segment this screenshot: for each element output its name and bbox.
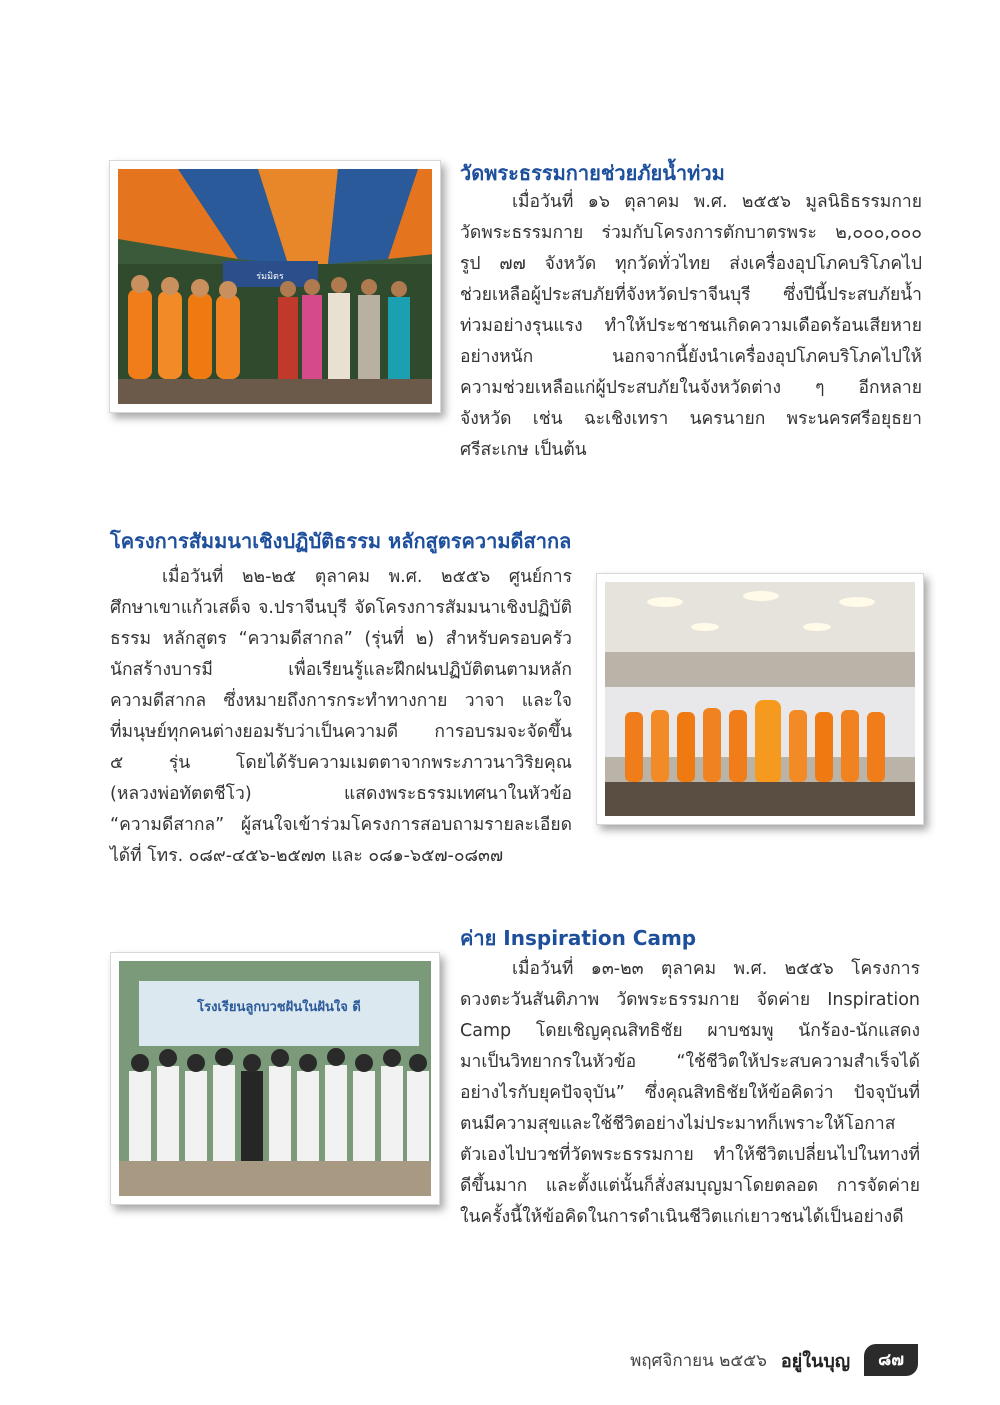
section-body-camp xyxy=(460,954,920,1233)
camp-banner-text: โรงเรียนลูกบวชฝันในฝันใจ ดี xyxy=(197,1000,361,1015)
section-body-flood xyxy=(460,187,922,466)
text-line: ได้ที่ โทร. ๐๘๙-๔๕๖-๒๕๗๓ และ ๐๘๑-๖๕๗-๐๘๓๗ xyxy=(110,846,504,866)
text-line: รูป ๗๗ จังหวัด ทุกวัดทั่วไทย ส่งเครื่องอุปโภคบริโภคไป xyxy=(460,254,922,274)
text-line: ความช่วยเหลือแก่ผู้ประสบภัยในจังหวัดต่าง ๆ อีกหลาย xyxy=(460,378,922,398)
text-line: (หลวงพ่อทัตตชีโว) แสดงพระธรรมเทศนาในหัวข้อ xyxy=(110,784,572,804)
text-line: ดีขึ้นมาก และตั้งแต่นั้นก็สั่งสมบุญมาโดยตลอด การจัดค่าย xyxy=(460,1176,920,1196)
magazine-name: อยู่ในบุญ xyxy=(780,1350,851,1372)
monks-row xyxy=(625,700,885,784)
section-title-flood: วัดพระธรรมกายช่วยภัยน้ำท่วม xyxy=(460,161,725,185)
seminar-photo xyxy=(596,573,924,825)
text-line: Camp โดยเชิญคุณสิทธิชัย ผาบชมพู นักร้อง-นักแสดง xyxy=(460,1021,920,1041)
page-footer xyxy=(630,1346,918,1374)
issue-date: พฤศจิกายน ๒๕๕๖ xyxy=(630,1350,767,1371)
camp-illustration xyxy=(119,961,431,1196)
text-line: ธรรม หลักสูตร “ความดีสากล” (รุ่นที่ ๒) สำหรับครอบครัว xyxy=(110,629,572,649)
text-line: นักสร้างบารมี เพื่อเรียนรู้และฝึกฝนปฏิบัติตนตามหลัก xyxy=(110,660,572,680)
section-body-seminar xyxy=(110,562,572,872)
text-line: ตนมีความสุขและใช้ชีวิตอย่างไม่ประมาทก็เพราะให้โอกาส xyxy=(460,1114,896,1134)
text-line: ความดีสากล ซึ่งหมายถึงการกระทำทางกาย วาจา และใจ xyxy=(110,691,572,711)
text-line: วัดพระธรรมกาย ร่วมกับโครงการตักบาตรพระ ๒,๐๐๐,๐๐๐ xyxy=(460,223,922,243)
text-line: “ความดีสากล” ผู้สนใจเข้าร่วมโครงการสอบถามรายละเอียด xyxy=(110,815,572,835)
banner-text: ร่มมิตร xyxy=(256,272,284,282)
camp-photo xyxy=(110,952,440,1205)
text-line: จังหวัด เช่น ฉะเชิงเทรา นครนายก พระนครศรีอยุธยา xyxy=(460,409,922,429)
text-line: เมื่อวันที่ ๒๒-๒๕ ตุลาคม พ.ศ. ๒๕๕๖ ศูนย์การ xyxy=(162,567,572,587)
text-line: ศึกษาเขาแก้วเสด็จ จ.ปราจีนบุรี จัดโครงการสัมมนาเชิงปฏิบัติ xyxy=(110,598,572,618)
text-line: เมื่อวันที่ ๑๖ ตุลาคม พ.ศ. ๒๕๕๖ มูลนิธิธรรมกาย xyxy=(512,192,922,212)
text-line: อย่างไรกับยุคปัจจุบัน” ซึ่งคุณสิทธิชัยให้ข้อคิดว่า ปัจจุบันที่ xyxy=(460,1083,920,1103)
text-line: ท่วมอย่างรุนแรง ทำให้ประชาชนเกิดความเดือดร้อนเสียหาย xyxy=(460,316,922,336)
page-number: ๘๗ xyxy=(864,1344,918,1376)
text-line: เมื่อวันที่ ๑๓-๒๓ ตุลาคม พ.ศ. ๒๕๕๖ โครงการ xyxy=(512,959,920,979)
flood-relief-illustration xyxy=(118,169,432,404)
text-line: ศรีสะเกษ เป็นต้น xyxy=(460,440,587,460)
text-line: ในครั้งนี้ให้ข้อคิดในการดำเนินชีวิตแก่เยาวชนได้เป็นอย่างดี xyxy=(460,1207,904,1227)
text-line: ดวงตะวันสันติภาพ วัดพระธรรมกาย จัดค่าย Inspiration xyxy=(460,990,920,1010)
section-title-seminar: โครงการสัมมนาเชิงปฏิบัติธรรม หลักสูตรความดีสากล xyxy=(110,529,572,553)
text-line: ๕ รุ่น โดยได้รับความเมตตาจากพระภาวนาวิริยคุณ xyxy=(110,753,572,773)
text-line: อย่างหนัก นอกจากนี้ยังนำเครื่องอุปโภคบริโภคไปให้ xyxy=(460,347,922,367)
text-line: มาเป็นวิทยากรในหัวข้อ “ใช้ชีวิตให้ประสบความสำเร็จได้ xyxy=(460,1052,920,1072)
seminar-illustration xyxy=(605,582,915,816)
text-line: ตัวเองไปบวชที่วัดพระธรรมกาย ทำให้ชีวิตเปลี่ยนไปในทางที่ xyxy=(460,1145,920,1165)
text-line: ที่มนุษย์ทุกคนต่างยอมรับว่าเป็นความดี การอบรมจะจัดขึ้น xyxy=(110,722,572,742)
flood-relief-photo xyxy=(109,160,441,413)
section-title-camp: ค่าย Inspiration Camp xyxy=(460,926,697,950)
text-line: ช่วยเหลือผู้ประสบภัยที่จังหวัดปราจีนบุรี ซึ่งปีนี้ประสบภัยน้ำ xyxy=(460,285,922,305)
